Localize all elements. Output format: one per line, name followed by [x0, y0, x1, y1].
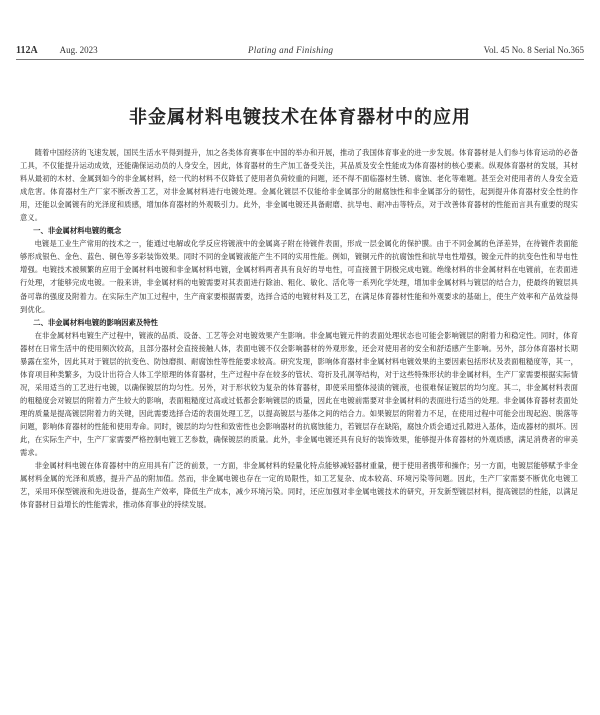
header-left [16, 45, 98, 56]
section2-paragraph: 在非金属材料电镀生产过程中，镀液的品质、设备、工艺等会对电镀效果产生影响。非金属电镀元件的表面处理状态也可能会影响镀层的附着力和稳定性。同时，体育器材在日常生活中的使用频次较高，且部分器材会直接接触人体，表面电镀不仅会影响器材的外观形象，还会对使用者的安全和舒适感产生影响。另外，部分体育器材长期暴露在室外，因此其对于镀层的抗变色、防蚀磨损、耐腐蚀性等性能要求较高。研究发现，影响体育器材非金属材料电镀效果的主要因素包括形状及表面粗糙度等，其一，体育项目种类繁多，为设计出符合人体工学原理的体育器材，生产过程中存在较多的管状、弯折及孔洞等结构，对于这些特殊形状的非金属材料，生产厂家需要根据实际情况，采用适当的工艺进行电镀，以确保镀层的均匀性。另外，对于形状较为复杂的体育器材，即使采用整体浸渍的镀液，也很难保证镀层的均匀度。其二，非金属材料表面的粗糙度会对镀层的附着力产生较大的影响，表面粗糙度过高或过低都会影响镀层的质量，因此在电镀前需要对非金属材料的表面进行适当的处理。非金属体育器材表面处理的质量是提高镀层附着力的关键，因此需要选择合适的表面处理工艺，以提高镀层与基体之间的结合力。如果镀层的附着力不足，在使用过程中可能会出现起泡、脱落等问题，影响体育器材的性能和使用寿命。同时，镀层的均匀性和致密性也会影响器材的抗腐蚀能力，若镀层存在缺陷，腐蚀介质会通过孔隙进入基体，造成器材的损坏。因此，在实际生产中，生产厂家需要严格控制电镀工艺参数，确保镀层的质量。此外，非金属电镀还具有良好的装饰效果，能够提升体育器材的外观质感，满足消费者的审美需求。 [20, 330, 578, 458]
header-rule [16, 59, 584, 60]
journal-name: Plating and Finishing [248, 45, 334, 55]
section1-paragraph: 电镀是工业生产常用的技术之一，能通过电解或化学反应将镀液中的金属离子附在待镀件表面，形成一层金属化的保护膜。由于不同金属的色泽差异，在待镀件表面能够形成银色、金色、蓝色、铜色等多彩装饰效果。同时不同的金属镀液能产生不同的实用性能。例如，镀铜元件的抗腐蚀性和抗导电性增强，镀金元件的抗变色性和导电性增强。电镀技术被频繁的应用于金属材料电镀和非金属材料电镀，金属材料两者具有良好的导电性，可直接置于阴极完成电镀。绝缘材料的非金属材料在电镀前，在表面进行处理，才能够完成电镀。一般来讲，非金属材料的电镀需要对其表面进行除油、粗化、敏化、活化等一系列化学处理，增加非金属材料与镀层的结合力，使最终的镀层具备可靠的强度及附着力。在实际生产加工过程中，生产商家要根据需要，选择合适的电镀材料及工艺，在满足体育器材性能和外观要求的基础上，使生产效率和产品效益得到优化。 [20, 239, 578, 314]
section1-heading: 一、非金属材料电镀的概念 [33, 226, 122, 236]
issue-date: Aug. 2023 [59, 45, 98, 55]
page-number: 112A [16, 44, 38, 56]
intro-paragraph: 随着中国经济的飞速发展，国民生活水平得到提升，加之各类体育赛事在中国的举办和开展，推动了我国体育事业的进一步发展。体育器材是人们参与体育运动的必备工具，不仅能提升运动成效，还能确保运动员的人身安全，因此，体育器材的生产加工备受关注，其品质及安全性能成为体育器材的核心要素。纵观体育器材的发展，其材料从最初的木材、金属到如今的非金属材料，经一代的材料不仅降低了使用者负荷较重的问题，还不得不面临器材生锈、腐蚀、老化等难题。甚至会对使用者的人身安全造成危害。体育器材生产厂家不断改善工艺，对非金属材料进行电镀处理。金属化镀层不仅能给非金属部分的耐腐蚀性和非金属部分的韧性，起到提升体育器材安全性的作用，还能以金属镀有的光泽度和质感，增加体育器材的外观吸引力。此外，非金属电镀还具备耐磨、抗导电、耐冲击等特点，对于改善体育器材的性能而言具有重要的现实意义。 [20, 148, 578, 223]
page-header [16, 42, 584, 58]
section2-heading: 二、非金属材料电镀的影响因素及特性 [33, 317, 159, 327]
article-title: 非金属材料电镀技术在体育器材中的应用 [129, 107, 471, 129]
section2-paragraph-2: 非金属材料电镀在体育器材中的应用具有广泛的前景，一方面，非金属材料的轻量化特点能够减轻器材重量，便于使用者携带和操作；另一方面，电镀层能够赋予非金属材料金属的光泽和质感，提升产品的附加值。然而，非金属电镀也存在一定的局限性，如工艺复杂、成本较高、环境污染等问题。因此，生产厂家需要不断优化电镀工艺，采用环保型镀液和先进设备，提高生产效率，降低生产成本，减少环境污染。同时，还应加强对非金属电镀技术的研究，开发新型镀层材料，提高镀层的性能，以满足体育器材日益增长的性能需求，推动体育事业的持续发展。 [20, 461, 578, 510]
volume-info: Vol. 45 No. 8 Serial No.365 [483, 45, 584, 55]
article-body [20, 146, 578, 511]
